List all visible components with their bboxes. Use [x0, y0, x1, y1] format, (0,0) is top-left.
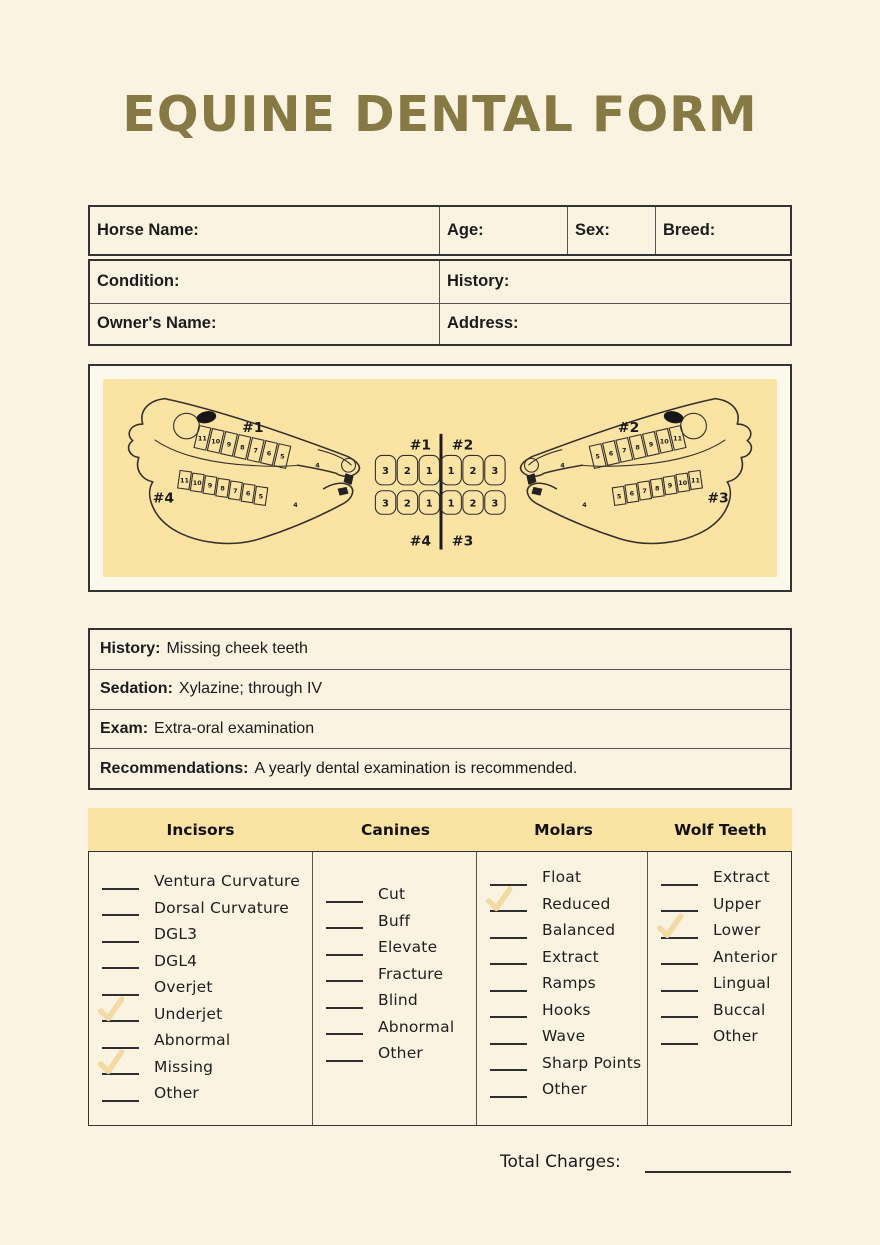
condition-label: Condition:	[97, 272, 180, 291]
checklist-item[interactable]	[89, 1001, 312, 1028]
checklist-item[interactable]	[648, 970, 791, 997]
checklist-item-label: Extract	[542, 947, 599, 966]
svg-text:3: 3	[382, 498, 389, 510]
svg-text:7: 7	[622, 446, 627, 455]
svg-text:2: 2	[469, 466, 477, 478]
svg-text:6: 6	[629, 489, 635, 498]
note-exam-label: Exam:	[100, 719, 149, 737]
checklist-item[interactable]	[89, 1080, 312, 1107]
fill-line[interactable]	[490, 978, 527, 992]
note-history-value: Missing cheek teeth	[166, 640, 308, 658]
svg-text:4: 4	[582, 500, 587, 509]
checklist-item[interactable]	[89, 1054, 312, 1081]
horse-name-label: Horse Name:	[97, 221, 199, 239]
center-label-4: #4	[409, 533, 432, 550]
svg-text:10: 10	[678, 479, 688, 488]
checklist-item-label: Sharp Points	[542, 1053, 642, 1072]
svg-text:10: 10	[192, 479, 202, 488]
checklist-item[interactable]	[648, 1023, 791, 1050]
svg-text:2: 2	[403, 466, 411, 478]
checklist-item-label: DGL3	[154, 925, 198, 944]
svg-text:2: 2	[403, 498, 411, 510]
svg-text:10: 10	[211, 437, 221, 446]
checklist-item[interactable]	[313, 908, 476, 935]
notes-table	[88, 628, 792, 790]
checklist-header-canines: Canines	[361, 820, 430, 839]
checklist-item[interactable]	[648, 917, 791, 944]
checklist-item-label: Anterior	[713, 947, 778, 966]
field-sex[interactable]	[568, 207, 656, 254]
fill-line[interactable]	[490, 1031, 527, 1045]
svg-text:11: 11	[180, 476, 190, 485]
svg-text:6: 6	[608, 449, 614, 458]
note-sedation-value: Xylazine; through IV	[178, 680, 323, 698]
checklist-item[interactable]	[89, 895, 312, 922]
fill-line[interactable]	[490, 1084, 527, 1098]
checklist-item-label: Abnormal	[154, 1031, 231, 1050]
center-label-1: #1	[409, 437, 432, 454]
checkmark-icon	[483, 885, 516, 914]
checkmark-icon	[95, 1048, 128, 1077]
field-age[interactable]	[440, 207, 568, 254]
fill-line[interactable]	[490, 951, 527, 965]
field-condition[interactable]	[90, 261, 439, 303]
checklist-item[interactable]	[477, 997, 647, 1024]
field-horse-name[interactable]	[90, 207, 440, 254]
fill-line[interactable]	[661, 951, 698, 965]
checklist-item-label: Overjet	[154, 978, 213, 997]
checklist-item-label: Other	[378, 1044, 424, 1063]
svg-text:1: 1	[447, 466, 455, 478]
fill-line[interactable]	[326, 968, 363, 982]
quadrant-label-4: #4	[152, 490, 175, 507]
checklist-column-canines	[313, 852, 477, 1125]
svg-text:3: 3	[491, 466, 499, 478]
center-label-2: #2	[451, 437, 474, 454]
svg-text:1: 1	[425, 498, 433, 510]
quadrant-label-2: #2	[617, 420, 640, 436]
svg-text:9: 9	[648, 440, 654, 449]
fill-line[interactable]	[661, 1031, 698, 1045]
checklist-item[interactable]	[89, 948, 312, 975]
svg-text:11: 11	[690, 476, 700, 485]
horse-details-table	[88, 205, 792, 256]
checklist-item-label: Buccal	[713, 1000, 766, 1019]
checklist-item-label: Buff	[378, 911, 411, 930]
address-label: Address:	[447, 314, 519, 333]
svg-text:5: 5	[280, 452, 285, 461]
svg-text:7: 7	[642, 487, 647, 495]
fill-line[interactable]	[490, 925, 527, 939]
field-owner-name[interactable]	[90, 303, 439, 345]
checklist-column-wolf-teeth	[648, 852, 791, 1125]
checklist-item-label: DGL4	[154, 951, 198, 970]
quadrant-label-1: #1	[242, 420, 264, 436]
checklist-header-incisors: Incisors	[166, 820, 235, 839]
checklist-item-label: Dorsal Curvature	[154, 898, 289, 917]
note-recommendations-value: A yearly dental examination is recommended.	[254, 759, 578, 777]
checklist-item-label: Ramps	[542, 974, 596, 993]
svg-text:8: 8	[655, 484, 660, 493]
checklist-item[interactable]	[648, 944, 791, 971]
checklist-header-molars: Molars	[534, 820, 593, 839]
checklist-item-label: Cut	[378, 885, 406, 904]
field-address[interactable]	[439, 303, 790, 345]
checklist-item-label: Reduced	[542, 894, 611, 913]
checklist-item-label: Balanced	[542, 921, 616, 940]
svg-text:6: 6	[266, 449, 272, 458]
dental-chart-diagram	[103, 379, 777, 577]
checklist-item-label: Blind	[378, 991, 418, 1010]
breed-label: Breed:	[663, 221, 716, 239]
svg-text:4: 4	[560, 461, 565, 470]
checklist-item[interactable]	[477, 970, 647, 997]
fill-line[interactable]	[326, 942, 363, 956]
note-sedation-label: Sedation:	[100, 680, 173, 698]
svg-text:7: 7	[233, 487, 238, 495]
note-recommendations[interactable]	[90, 748, 790, 788]
fill-line[interactable]	[326, 915, 363, 929]
checklist-item-label: Fracture	[378, 964, 444, 983]
checklist-item-label: Wave	[542, 1027, 586, 1046]
total-charges-fill-line[interactable]	[645, 1171, 791, 1173]
svg-text:1: 1	[425, 466, 433, 478]
checklist-item[interactable]	[477, 917, 647, 944]
checklist-item-label: Other	[542, 1080, 588, 1099]
checklist-item[interactable]	[89, 921, 312, 948]
checklist-item-label: Extract	[713, 868, 770, 887]
checklist-item-label: Other	[713, 1027, 759, 1046]
page-title: EQUINE DENTAL FORM	[122, 86, 758, 143]
checklist-column-molars	[477, 852, 648, 1125]
fill-line[interactable]	[490, 872, 527, 886]
fill-line[interactable]	[102, 1035, 139, 1049]
svg-text:5: 5	[595, 452, 600, 461]
checklist-item[interactable]	[648, 864, 791, 891]
fill-line[interactable]	[102, 1088, 139, 1102]
fill-line[interactable]	[102, 955, 139, 969]
fill-line[interactable]	[661, 898, 698, 912]
svg-text:6: 6	[245, 489, 251, 498]
history-label: History:	[447, 272, 510, 291]
checklist-item-label: Abnormal	[378, 1017, 455, 1036]
svg-text:3: 3	[382, 466, 389, 478]
svg-text:7: 7	[253, 446, 258, 455]
checklist-item[interactable]	[313, 961, 476, 988]
fill-line[interactable]	[661, 872, 698, 886]
svg-text:11: 11	[673, 434, 683, 443]
checkmark-icon	[654, 911, 687, 940]
svg-text:9: 9	[207, 481, 213, 490]
fill-line[interactable]	[661, 978, 698, 992]
note-history-label: History:	[100, 640, 161, 658]
svg-text:9: 9	[226, 440, 232, 449]
svg-text:8: 8	[220, 484, 225, 493]
checklist-item-label: Lower	[713, 921, 761, 940]
checkmark-icon	[95, 995, 128, 1024]
owner-name-label: Owner's Name:	[97, 314, 217, 333]
svg-text:1: 1	[447, 498, 455, 510]
checklist-item-label: Hooks	[542, 1000, 591, 1019]
svg-text:4: 4	[315, 461, 320, 470]
fill-line[interactable]	[102, 876, 139, 890]
field-breed[interactable]	[656, 207, 790, 254]
checklist-item-label: Underjet	[154, 1004, 223, 1023]
checklist-item[interactable]	[313, 1040, 476, 1067]
age-label: Age:	[447, 221, 484, 239]
checklist-header-wolf-teeth: Wolf Teeth	[674, 820, 767, 839]
checklist-item[interactable]	[313, 881, 476, 908]
quadrant-label-3: #3	[707, 490, 729, 507]
dental-chart-panel	[88, 364, 792, 592]
owner-details-table	[88, 259, 792, 346]
fill-line[interactable]	[102, 929, 139, 943]
checklist-column-incisors	[89, 852, 313, 1125]
svg-text:11: 11	[197, 434, 207, 443]
fill-line[interactable]	[326, 1021, 363, 1035]
fill-line[interactable]	[326, 1048, 363, 1062]
checklist-item-label: Elevate	[378, 938, 438, 957]
svg-text:4: 4	[293, 500, 298, 509]
checklist-header	[88, 808, 792, 851]
center-label-3: #3	[451, 533, 474, 550]
field-history[interactable]	[439, 261, 790, 303]
svg-text:5: 5	[616, 492, 622, 501]
checklist-item-label: Ventura Curvature	[154, 872, 301, 891]
checklist-item[interactable]	[477, 1023, 647, 1050]
note-history[interactable]	[90, 630, 790, 669]
checklist-item[interactable]	[477, 891, 647, 918]
note-recommendations-label: Recommendations:	[100, 759, 249, 777]
checklist-item[interactable]	[477, 944, 647, 971]
svg-text:3: 3	[491, 498, 499, 510]
note-exam[interactable]	[90, 709, 790, 749]
checklist-item-label: Float	[542, 868, 582, 887]
fill-line[interactable]	[661, 1004, 698, 1018]
svg-text:10: 10	[659, 437, 669, 446]
checklist-item-label: Other	[154, 1084, 200, 1103]
checklist-item-label: Upper	[713, 894, 761, 913]
svg-text:2: 2	[469, 498, 477, 510]
note-sedation[interactable]	[90, 669, 790, 709]
svg-text:9: 9	[667, 481, 673, 490]
checklist-item[interactable]	[648, 997, 791, 1024]
checklist-item[interactable]	[89, 868, 312, 895]
checklist-item-label: Missing	[154, 1057, 214, 1076]
note-exam-value: Extra-oral examination	[154, 719, 315, 737]
checklist-item[interactable]	[313, 987, 476, 1014]
fill-line[interactable]	[490, 1004, 527, 1018]
svg-text:8: 8	[635, 443, 640, 452]
svg-text:8: 8	[240, 443, 245, 452]
fill-line[interactable]	[490, 1057, 527, 1071]
fill-line[interactable]	[326, 995, 363, 1009]
fill-line[interactable]	[102, 902, 139, 916]
fill-line[interactable]	[326, 889, 363, 903]
checklist-item-label: Lingual	[713, 974, 771, 993]
total-charges-label: Total Charges:	[500, 1152, 621, 1172]
sex-label: Sex:	[575, 221, 610, 239]
checklist-item[interactable]	[313, 1014, 476, 1041]
svg-text:5: 5	[258, 492, 264, 501]
checklist-item[interactable]	[477, 1076, 647, 1103]
fill-line[interactable]	[102, 982, 139, 996]
horse-skull-diagram-svg	[103, 379, 777, 577]
checklist-item[interactable]	[477, 1050, 647, 1077]
checklist-item[interactable]	[313, 934, 476, 961]
checklist-body	[88, 851, 792, 1126]
